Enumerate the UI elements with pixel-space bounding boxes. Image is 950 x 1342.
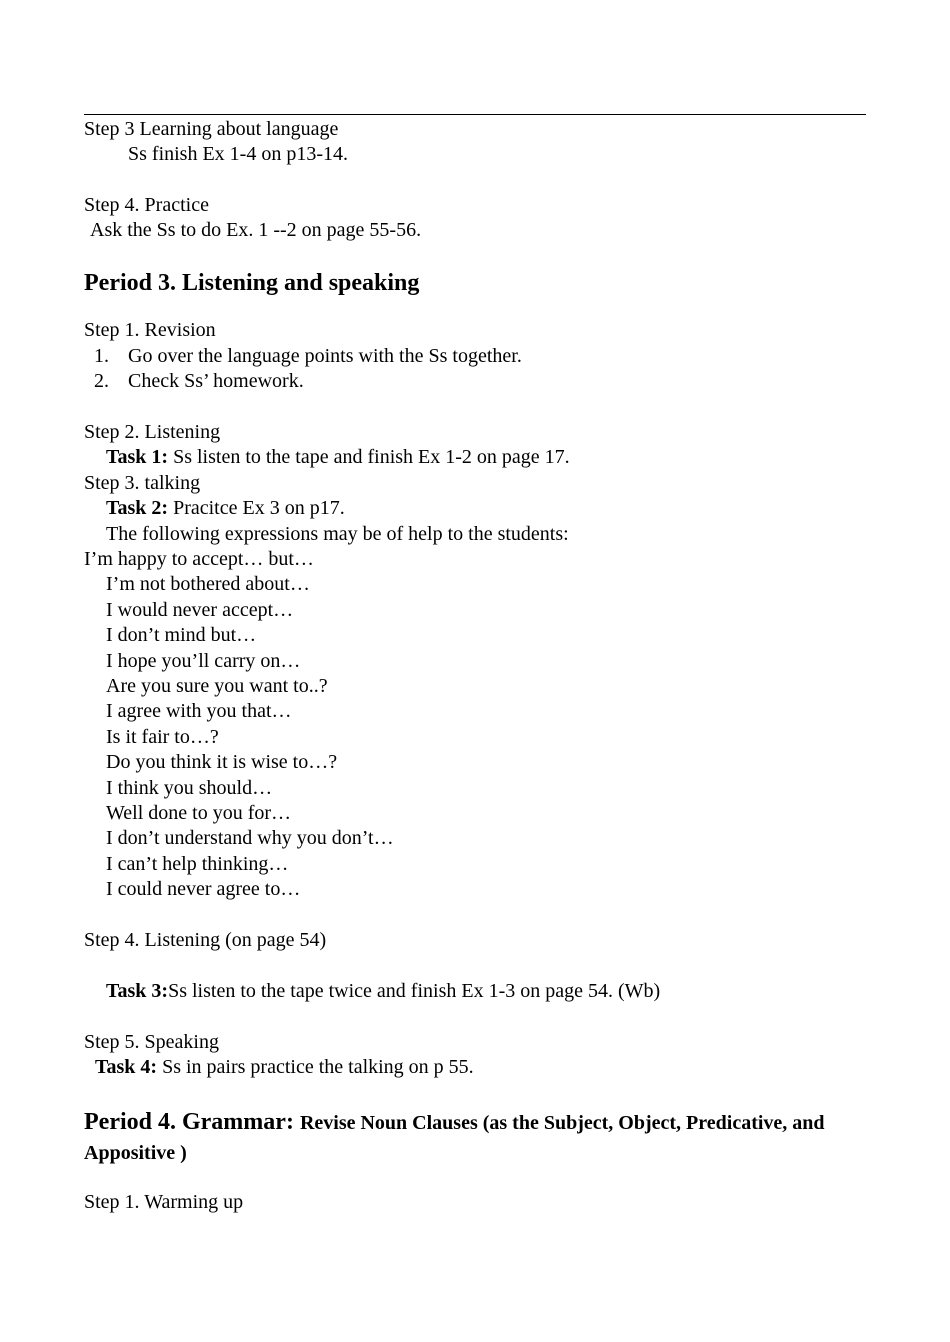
p4-step1-title: Step 1. Warming up: [84, 1191, 244, 1213]
task3-text: Ss listen to the tape twice and finish Ex 1-3 on page 54. (Wb): [168, 980, 661, 1002]
task4-line: [95, 1055, 474, 1080]
p3-step5-title: Step 5. Speaking: [84, 1031, 219, 1053]
period3-heading: Period 3. Listening and speaking: [84, 270, 420, 296]
p3-step3-title: Step 3. talking: [84, 472, 201, 494]
task1-text: Ss listen to the tape and finish Ex 1-2 on page 17.: [168, 446, 570, 468]
task1-line: [106, 445, 570, 470]
horizontal-rule: [84, 114, 866, 115]
expression-line: Is it fair to…?: [106, 726, 219, 748]
p3-step2-title: Step 2. Listening: [84, 421, 221, 443]
p3-step1-title: Step 1. Revision: [84, 319, 216, 341]
expression-line: I’m not bothered about…: [106, 573, 310, 595]
list-item-number: 1.: [94, 345, 109, 367]
expression-line: Well done to you for…: [106, 802, 292, 824]
list-item-text: Check Ss’ homework.: [128, 370, 304, 392]
period4-heading-sub: Revise Noun Clauses (as the Subject, Object, Predicative, and Appositive ): [84, 1112, 825, 1164]
task2-line: [106, 496, 345, 521]
expression-line: I don’t understand why you don’t…: [106, 827, 394, 849]
period4-heading-main: Period 4. Grammar:: [84, 1109, 300, 1135]
step3-title: Step 3 Learning about language: [84, 118, 339, 140]
task2-text: Pracitce Ex 3 on p17.: [168, 497, 345, 519]
task2-label: Task 2:: [106, 497, 169, 519]
expression-line: I don’t mind but…: [106, 624, 257, 646]
list-item-number: 2.: [94, 370, 109, 392]
expression-line: I think you should…: [106, 777, 273, 799]
step4-text: Ask the Ss to do Ex. 1 --2 on page 55-56.: [90, 219, 422, 241]
step3-text: Ss finish Ex 1-4 on p13-14.: [128, 143, 348, 165]
expression-line: I’m happy to accept… but…: [84, 548, 314, 570]
task3-line: [106, 979, 660, 1004]
task3-label: Task 3:: [106, 980, 169, 1002]
task4-label: Task 4:: [95, 1056, 158, 1078]
expression-line: Are you sure you want to..?: [106, 675, 328, 697]
step4-title: Step 4. Practice: [84, 194, 209, 216]
expression-line: I agree with you that…: [106, 700, 292, 722]
expression-line: I can’t help thinking…: [106, 853, 289, 875]
expressions-intro: The following expressions may be of help to the students:: [106, 523, 569, 545]
expression-line: I could never agree to…: [106, 878, 301, 900]
list-item-text: Go over the language points with the Ss together.: [128, 345, 522, 367]
p3-step4-title: Step 4. Listening (on page 54): [84, 929, 327, 951]
task4-text: Ss in pairs practice the talking on p 55.: [157, 1056, 474, 1078]
expression-line: I hope you’ll carry on…: [106, 650, 301, 672]
period4-heading: [84, 1108, 874, 1169]
expression-line: I would never accept…: [106, 599, 294, 621]
expression-line: Do you think it is wise to…?: [106, 751, 338, 773]
task1-label: Task 1:: [106, 446, 169, 468]
